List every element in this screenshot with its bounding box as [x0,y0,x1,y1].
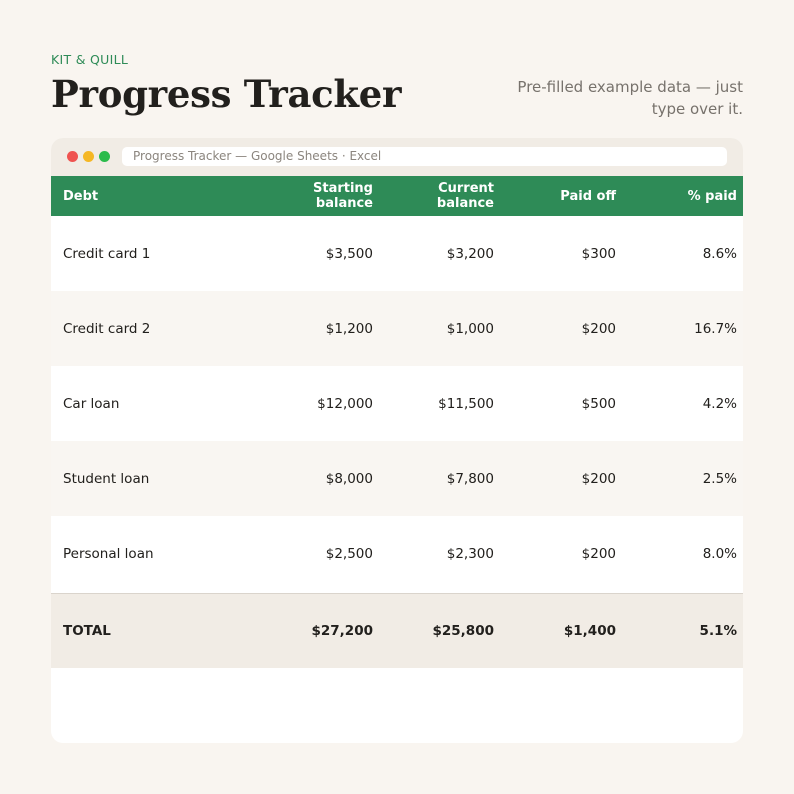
table-row [51,291,743,366]
total-percent-paid[interactable]: 5.1% [699,623,737,639]
total-row [51,593,743,668]
cell-debt-name[interactable]: Credit card 1 [63,245,151,262]
cell-percent-paid[interactable]: 4.2% [702,395,737,412]
total-paid-off[interactable]: $1,400 [563,623,616,639]
cell-starting-balance[interactable]: $12,000 [317,395,373,412]
column-header-debt[interactable]: Debt [63,188,99,204]
page-title: Progress Tracker [51,72,402,116]
cell-paid-off[interactable]: $500 [581,395,616,412]
column-header-paid-off[interactable]: Paid off [560,188,616,204]
cell-percent-paid[interactable]: 8.6% [702,245,737,262]
maximize-window-dot-icon[interactable] [99,151,110,162]
column-header-starting-balance[interactable]: Starting balance [313,181,373,211]
spreadsheet-window [51,138,743,743]
cell-percent-paid[interactable]: 16.7% [694,320,737,337]
table-row [51,516,743,591]
cell-paid-off[interactable]: $200 [581,320,616,337]
cell-starting-balance[interactable]: $1,200 [325,320,373,337]
close-window-dot-icon[interactable] [67,151,78,162]
address-bar[interactable]: Progress Tracker — Google Sheets · Excel [122,147,727,166]
cell-current-balance[interactable]: $1,000 [446,320,494,337]
table-row [51,216,743,291]
cell-debt-name[interactable]: Student loan [63,470,150,487]
window-titlebar [51,138,743,176]
column-header-current-balance[interactable]: Current balance [436,181,494,211]
cell-starting-balance[interactable]: $2,500 [325,545,373,562]
cell-current-balance[interactable]: $11,500 [438,395,494,412]
instruction-note: Pre-filled example data — just type over it. [517,78,743,118]
brand-label: KIT & QUILL [51,52,129,67]
cell-percent-paid[interactable]: 8.0% [702,545,737,562]
cell-current-balance[interactable]: $3,200 [446,245,494,262]
cell-current-balance[interactable]: $2,300 [446,545,494,562]
table-row [51,441,743,516]
cell-starting-balance[interactable]: $3,500 [325,245,373,262]
cell-current-balance[interactable]: $7,800 [446,470,494,487]
cell-debt-name[interactable]: Personal loan [63,545,154,562]
cell-paid-off[interactable]: $300 [581,245,616,262]
total-current-balance[interactable]: $25,800 [432,623,494,639]
cell-starting-balance[interactable]: $8,000 [325,470,373,487]
column-header-percent-paid[interactable]: % paid [687,188,737,204]
total-starting-balance[interactable]: $27,200 [311,623,373,639]
minimize-window-dot-icon[interactable] [83,151,94,162]
table-header [51,176,743,216]
cell-paid-off[interactable]: $200 [581,470,616,487]
cell-paid-off[interactable]: $200 [581,545,616,562]
table-row [51,366,743,441]
cell-debt-name[interactable]: Car loan [63,395,120,412]
cell-debt-name[interactable]: Credit card 2 [63,320,151,337]
cell-percent-paid[interactable]: 2.5% [702,470,737,487]
total-label[interactable]: TOTAL [63,623,111,639]
